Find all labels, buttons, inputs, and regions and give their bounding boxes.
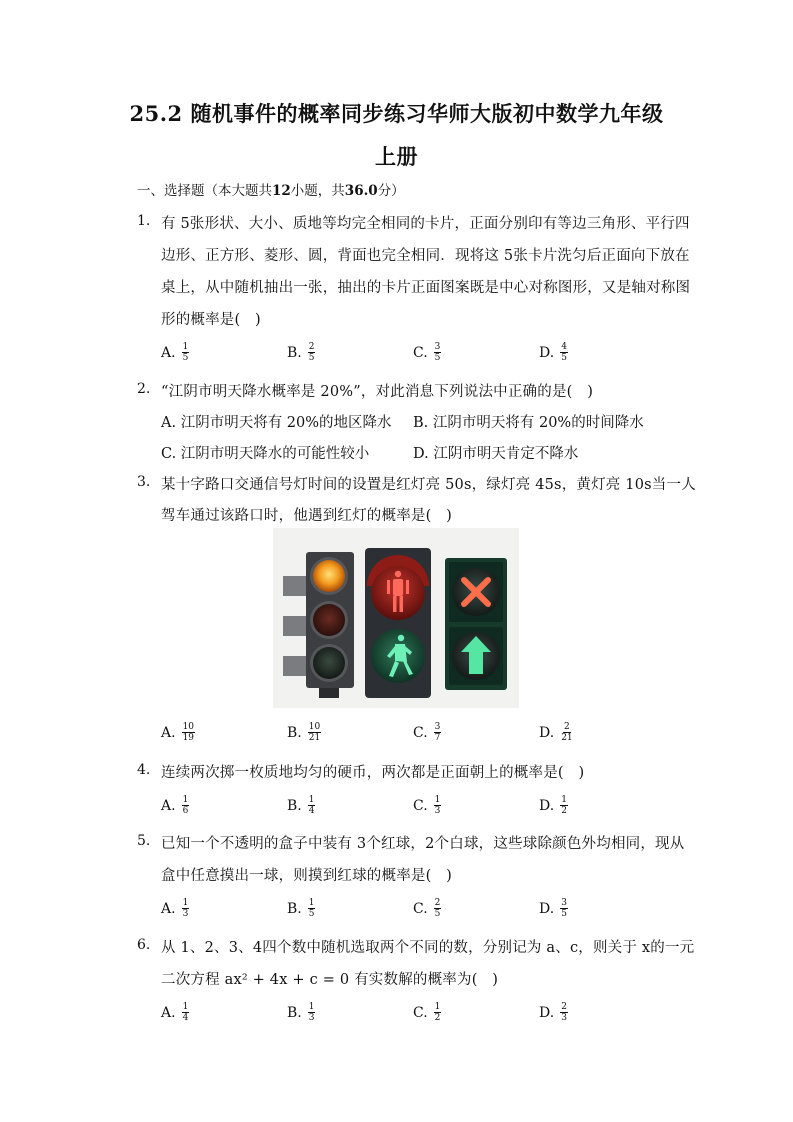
question-2-line: “江阴市明天降水概率是 20%”，对此消息下列说法中正确的是( )	[161, 384, 594, 400]
option-d: D. $\frac{1}{2}$	[539, 795, 567, 816]
option-b: B. 江阴市明天将有 20%的时间降水	[413, 415, 644, 431]
option-c: C. $\frac{3}{7}$	[413, 722, 441, 743]
question-2-number: 2.	[137, 381, 151, 397]
option-c: C. $\frac{3}{5}$	[413, 342, 441, 363]
option-b: B. $\frac{1}{3}$	[287, 1002, 315, 1023]
option-a: A. $\frac{1}{6}$	[161, 795, 189, 816]
document-title-line2: 上册	[375, 144, 418, 169]
option-c: C. $\frac{1}{3}$	[413, 795, 441, 816]
option-d: D. $\frac{2}{3}$	[539, 1002, 567, 1023]
question-3-number: 3.	[137, 474, 151, 490]
section-mid: 小题，共	[290, 183, 345, 199]
option-d: D. $\frac{4}{5}$	[539, 342, 567, 363]
question-5-line: 已知一个不透明的盒子中装有 3个红球，2个白球，这些球除颜色外均相同，现从	[161, 836, 685, 852]
section-prefix: 一、选择题（本大题共	[137, 183, 272, 199]
question-4-line: 连续两次掷一枚质地均匀的硬币，两次都是正面朝上的概率是( )	[161, 765, 585, 781]
option-c: C. $\frac{2}{5}$	[413, 898, 441, 919]
option-a: A. 江阴市明天将有 20%的地区降水	[161, 415, 392, 431]
question-6-line: 二次方程 ax² + 4x + c = 0 有实数解的概率为( )	[161, 972, 499, 988]
question-5-line: 盒中任意摸出一球，则摸到红球的概率是( )	[161, 868, 453, 884]
section-heading	[137, 179, 405, 199]
question-6-number: 6.	[137, 937, 151, 953]
option-b: B. $\frac{10}{21}$	[287, 722, 321, 743]
question-6-line: 从 1、2、3、4四个数中随机选取两个不同的数，分别记为 a、c，则关于 x的一元	[161, 940, 695, 956]
option-a: A. $\frac{1}{5}$	[161, 342, 189, 363]
section-count: 12	[272, 183, 291, 199]
question-3-line: 某十字路口交通信号灯时间的设置是红灯亮 50s，绿灯亮 45s，黄灯亮 10s当一人	[161, 477, 696, 493]
option-b: B. $\frac{1}{4}$	[287, 795, 315, 816]
option-d: D. $\frac{3}{5}$	[539, 898, 567, 919]
traffic-lights-image	[273, 528, 519, 708]
section-suffix: 分）	[377, 183, 405, 199]
option-d: D. 江阴市明天肯定不降水	[413, 446, 579, 462]
question-1-number: 1.	[137, 213, 151, 229]
document-title-line1: 25.2 随机事件的概率同步练习华师大版初中数学九年级	[129, 101, 664, 126]
option-d: D. $\frac{2}{21}$	[539, 722, 573, 743]
vehicle-signal-icon	[283, 552, 354, 698]
lane-signal-icon	[445, 558, 507, 690]
question-3-line: 驾车通过该路口时，他遇到红灯的概率是( )	[161, 508, 453, 524]
option-b: B. $\frac{2}{5}$	[287, 342, 315, 363]
question-1-line: 有 5张形状、大小、质地等均完全相同的卡片，正面分别印有等边三角形、平行四	[161, 216, 690, 232]
option-c: C. 江阴市明天降水的可能性较小	[161, 446, 370, 462]
question-1-line: 边形、正方形、菱形、圆，背面也完全相同．现将这 5张卡片洗匀后正面向下放在	[161, 248, 690, 264]
option-c: C. $\frac{1}{2}$	[413, 1002, 441, 1023]
option-a: A. $\frac{1}{3}$	[161, 898, 189, 919]
pedestrian-signal-icon	[365, 548, 431, 698]
option-a: A. $\frac{10}{19}$	[161, 722, 195, 743]
option-a: A. $\frac{1}{4}$	[161, 1002, 189, 1023]
question-1-line: 桌上，从中随机抽出一张，抽出的卡片正面图案既是中心对称图形，又是轴对称图	[161, 280, 691, 296]
question-5-number: 5.	[137, 833, 151, 849]
option-b: B. $\frac{1}{5}$	[287, 898, 315, 919]
question-1-line: 形的概率是( )	[161, 312, 261, 328]
question-4-number: 4.	[137, 762, 151, 778]
section-score: 36.0	[344, 183, 378, 199]
